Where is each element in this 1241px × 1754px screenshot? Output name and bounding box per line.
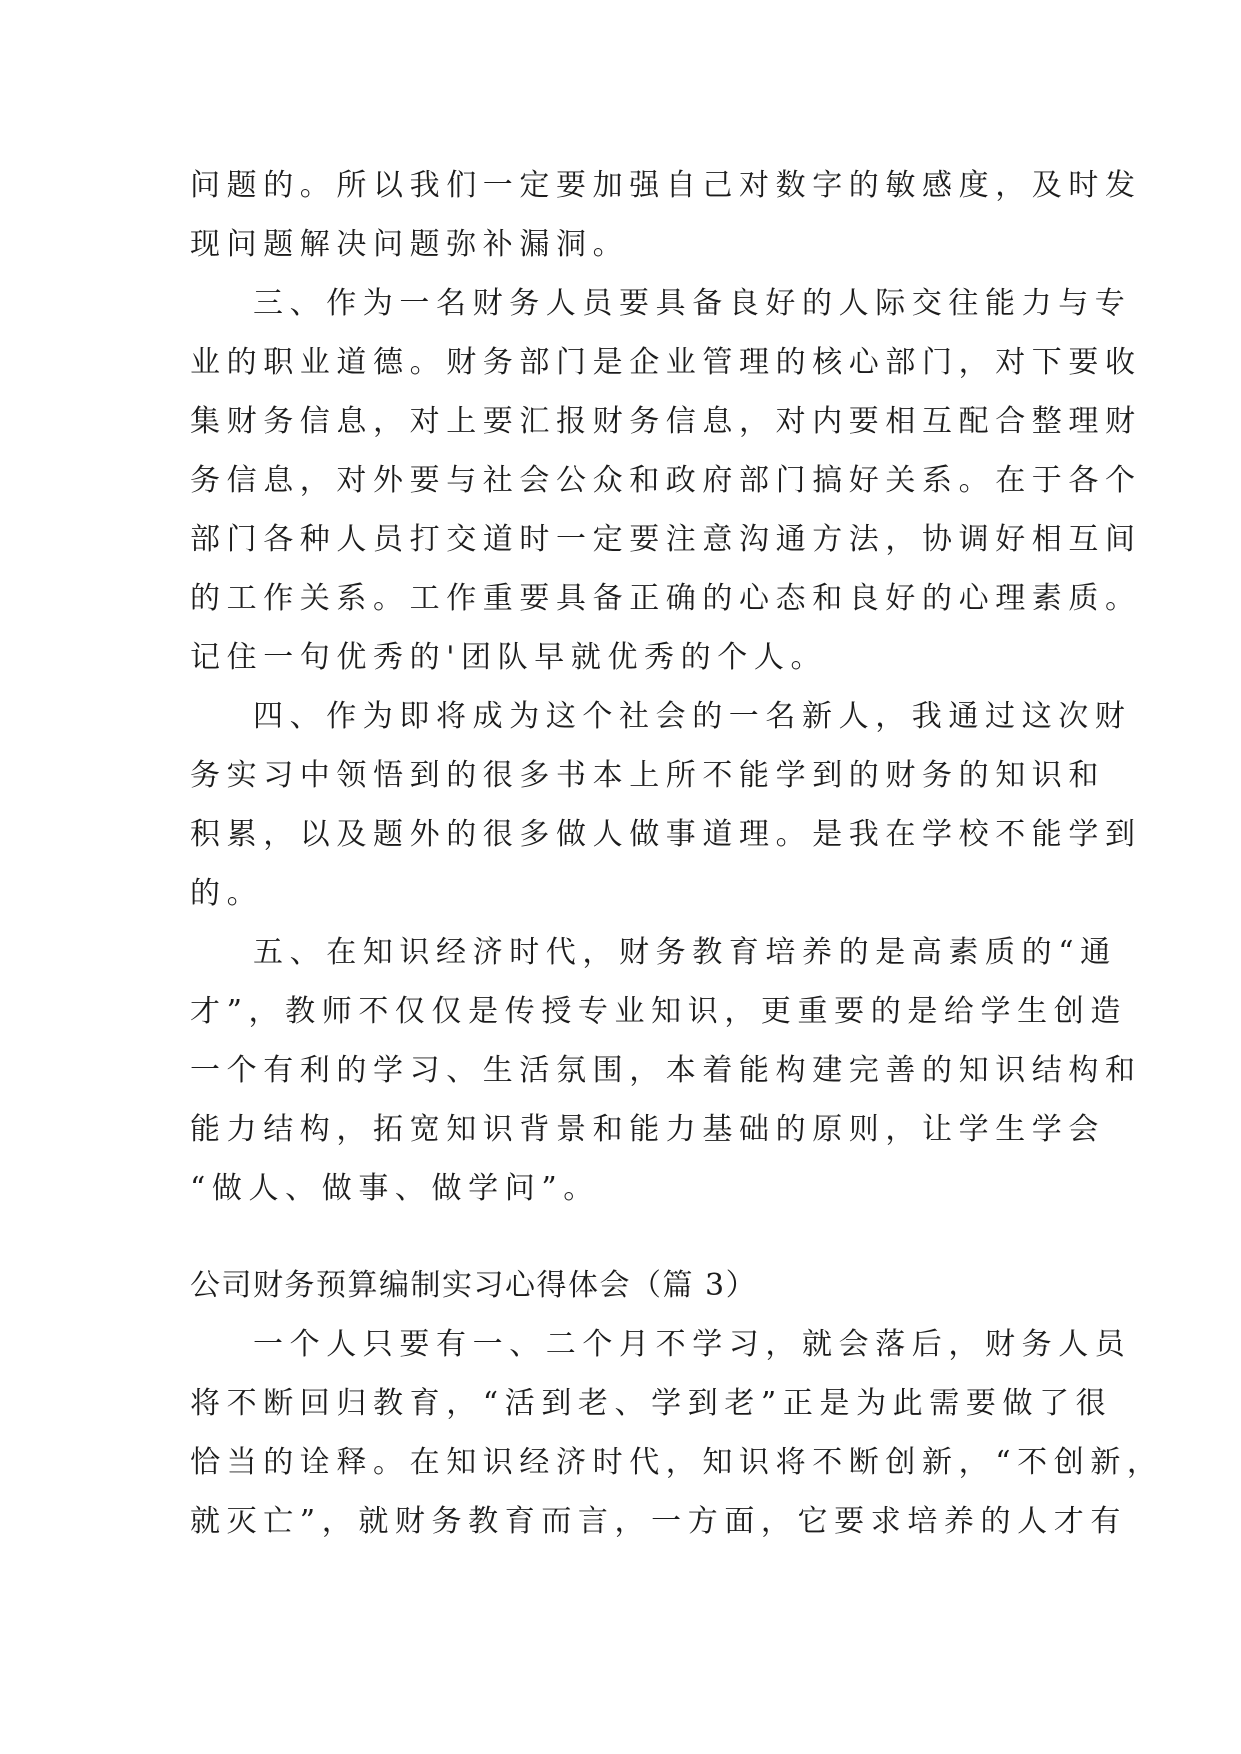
paragraph-line: “做人、做事、做学问”。 <box>190 1171 600 1206</box>
paragraph-line: 一个人只要有一、二个月不学习，就会落后，财务人员 <box>253 1327 1132 1362</box>
paragraph-line: 就灭亡”，就财务教育而言，一方面，它要求培养的人才有 <box>190 1504 1127 1539</box>
paragraph-line: 一个有利的学习、生活氛围，本着能构建完善的知识结构和 <box>190 1053 1142 1088</box>
paragraph-line: 问题的。所以我们一定要加强自己对数字的敏感度，及时发 <box>190 168 1142 203</box>
paragraph-line: 五、在知识经济时代，财务教育培养的是高素质的“通 <box>253 935 1117 970</box>
paragraph-line: 四、作为即将成为这个社会的一名新人，我通过这次财 <box>253 699 1132 734</box>
paragraph-line: 集财务信息，对上要汇报财务信息，对内要相互配合整理财 <box>190 404 1142 439</box>
paragraph-line: 积累，以及题外的很多做人做事道理。是我在学校不能学到 <box>190 817 1142 852</box>
section-heading: 公司财务预算编制实习心得体会（篇 3） <box>190 1268 758 1303</box>
paragraph-line: 务实习中领悟到的很多书本上所不能学到的财务的知识和 <box>190 758 1105 793</box>
paragraph-line: 才”，教师不仅仅是传授专业知识，更重要的是给学生创造 <box>190 994 1127 1029</box>
paragraph-line: 的。 <box>190 876 264 911</box>
paragraph-line: 记住一句优秀的'团队早就优秀的个人。 <box>190 640 828 675</box>
paragraph-line: 将不断回归教育，“活到老、学到老”正是为此需要做了很 <box>190 1386 1113 1421</box>
paragraph-line: 业的职业道德。财务部门是企业管理的核心部门，对下要收 <box>190 345 1142 380</box>
paragraph-line: 恰当的诠释。在知识经济时代，知识将不断创新，“不创新， <box>190 1445 1164 1480</box>
paragraph-line: 现问题解决问题弥补漏洞。 <box>190 227 630 262</box>
paragraph-line: 的工作关系。工作重要具备正确的心态和良好的心理素质。 <box>190 581 1142 616</box>
paragraph-line: 能力结构，拓宽知识背景和能力基础的原则，让学生学会 <box>190 1112 1105 1147</box>
paragraph-line: 务信息，对外要与社会公众和政府部门搞好关系。在于各个 <box>190 463 1142 498</box>
paragraph-line: 部门各种人员打交道时一定要注意沟通方法，协调好相互间 <box>190 522 1142 557</box>
paragraph-line: 三、作为一名财务人员要具备良好的人际交往能力与专 <box>253 286 1132 321</box>
